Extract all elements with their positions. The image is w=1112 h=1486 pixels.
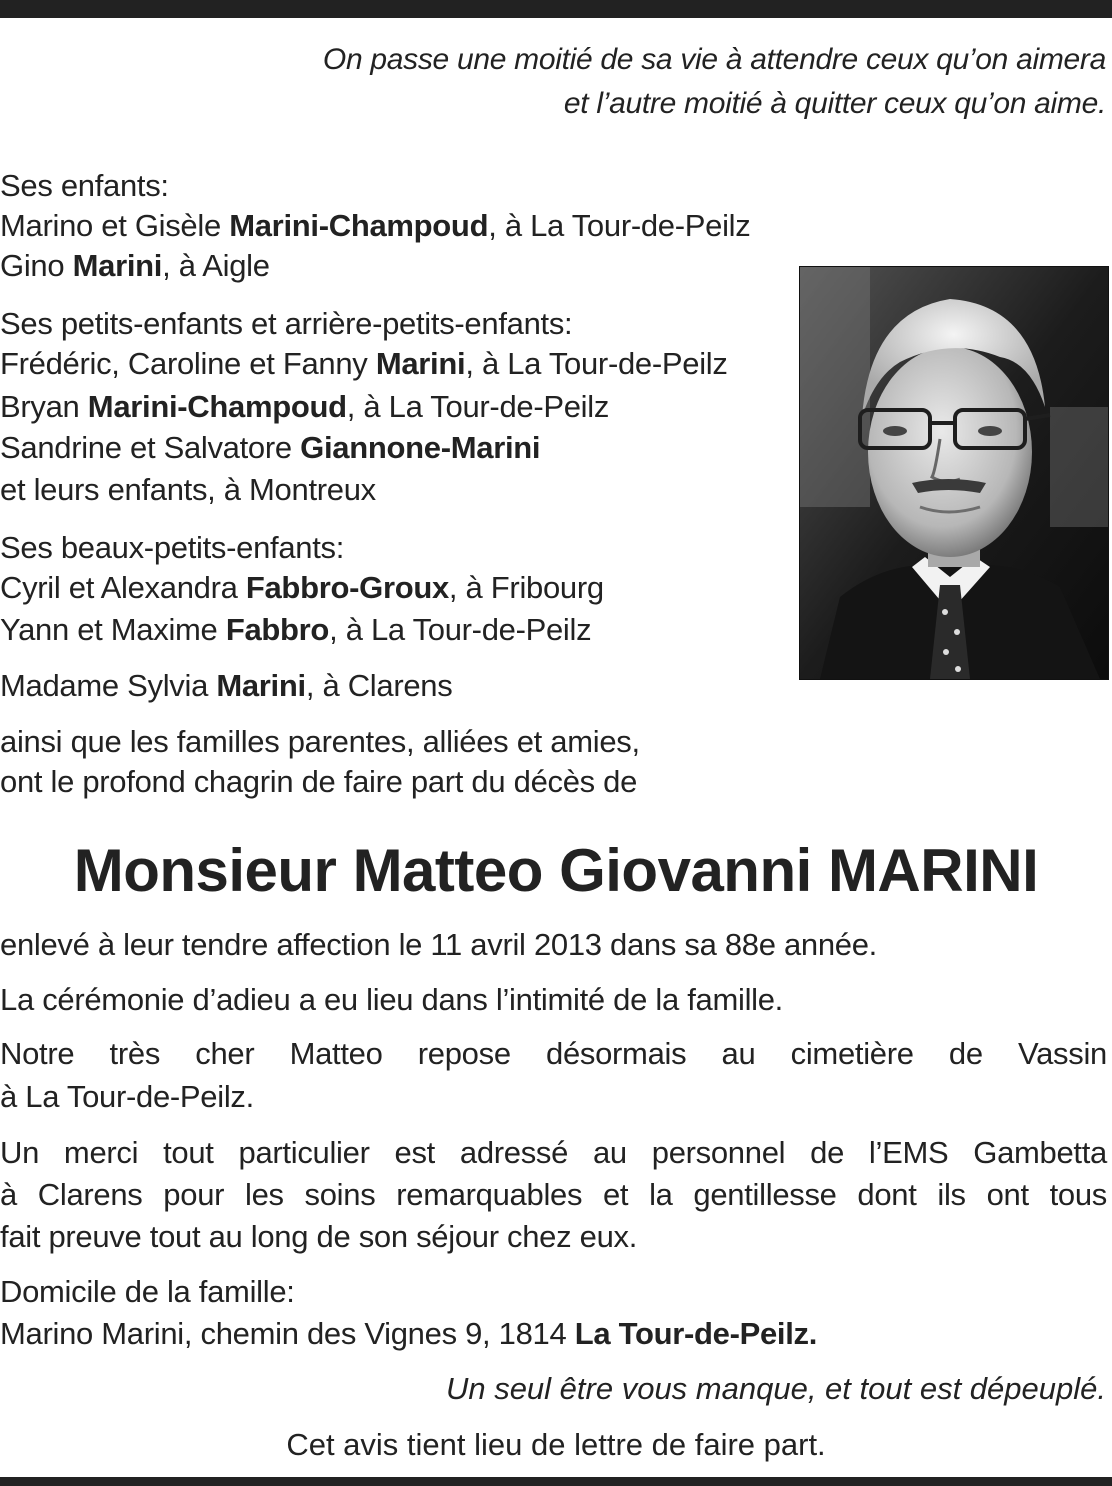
closing-quote: Un seul être vous manque, et tout est dépeuplé. [445, 1371, 1106, 1406]
enleve-line: enlevé à leur tendre affection le 11 avril 2013 dans sa 88e année. [0, 927, 877, 962]
family-line: Cyril et Alexandra Fabbro-Groux, à Fribourg [0, 570, 604, 605]
merci-line-2: à Clarens pour les soins remarquables et la gentillesse dont ils ont tous [0, 1177, 1107, 1212]
family-line: Madame Sylvia Marini, à Clarens [0, 668, 453, 703]
epigraph-line-1: On passe une moitié de sa vie à attendre ceux qu’on aimera [322, 43, 1106, 76]
ainsi-line-1: ainsi que les familles parentes, alliées et amies, [0, 724, 640, 759]
beaux-petits-enfants-heading: Ses beaux-petits-enfants: [0, 530, 345, 565]
family-line: et leurs enfants, à Montreux [0, 472, 376, 507]
merci-line-1: Un merci tout particulier est adressé au personnel de l’EMS Gambetta [0, 1135, 1107, 1170]
repose-line-2: à La Tour-de-Peilz. [0, 1079, 254, 1114]
epigraph-line-2: et l’autre moitié à quitter ceux qu’on aime. [563, 87, 1106, 120]
epigraph [323, 38, 1106, 126]
family-line: Bryan Marini-Champoud, à La Tour-de-Peilz [0, 389, 610, 424]
repose-line-1: Notre très cher Matteo repose désormais au cimetière de Vassin [0, 1036, 1107, 1071]
merci-line-3: fait preuve tout au long de son séjour chez eux. [0, 1219, 638, 1254]
family-line: Gino Marini, à Aigle [0, 248, 270, 283]
deceased-name: Monsieur Matteo Giovanni MARINI [73, 837, 1039, 904]
family-line: Sandrine et Salvatore Giannone-Marini [0, 430, 541, 465]
top-rule [0, 0, 1112, 18]
family-line: Marino et Gisèle Marini-Champoud, à La Tour-de-Peilz [0, 208, 751, 243]
final-note: Cet avis tient lieu de lettre de faire part. [286, 1427, 826, 1462]
ceremonie-line: La cérémonie d’adieu a eu lieu dans l’intimité de la famille. [0, 982, 783, 1017]
domicile-address: Marino Marini, chemin des Vignes 9, 1814 La Tour-de-Peilz. [0, 1316, 818, 1351]
petits-enfants-heading: Ses petits-enfants et arrière-petits-enfants: [0, 306, 573, 341]
family-line: Frédéric, Caroline et Fanny Marini, à La Tour-de-Peilz [0, 346, 728, 381]
domicile-heading: Domicile de la famille: [0, 1274, 295, 1309]
bottom-rule [0, 1477, 1112, 1486]
ainsi-line-2: ont le profond chagrin de faire part du décès de [0, 764, 638, 799]
family-line: Yann et Maxime Fabbro, à La Tour-de-Peilz [0, 612, 592, 647]
portrait-photo [799, 266, 1109, 680]
enfants-heading: Ses enfants: [0, 168, 169, 203]
